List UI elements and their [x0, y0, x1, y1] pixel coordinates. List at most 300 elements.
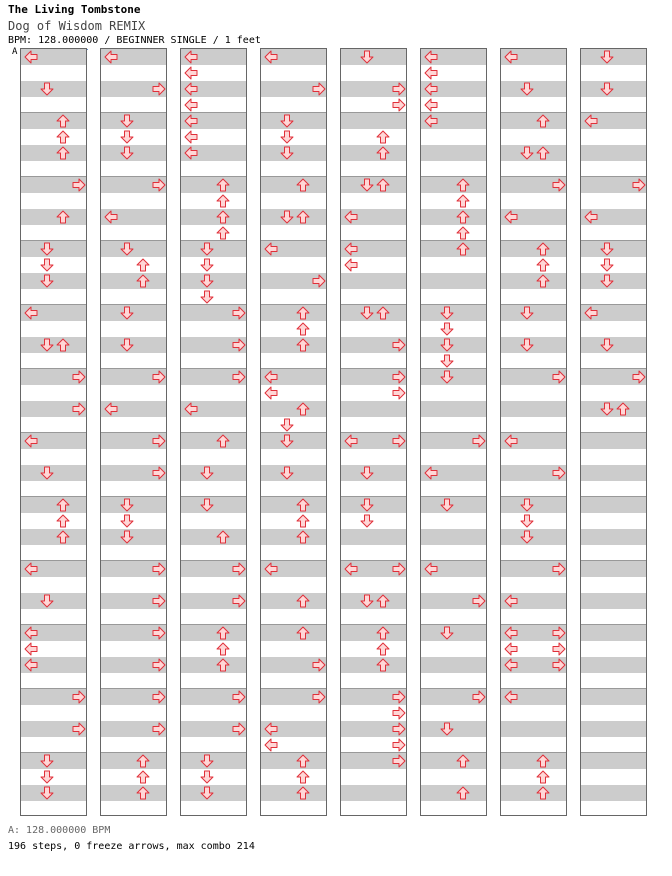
measure-line: [501, 752, 566, 753]
arrow-up-icon: [136, 258, 150, 272]
chart-column: [20, 48, 87, 816]
arrow-left-icon: [344, 434, 358, 448]
arrow-right-icon: [152, 722, 166, 736]
measure-line: [101, 240, 166, 241]
bpm-marker-label: A: [12, 47, 18, 57]
beat-band: [501, 241, 566, 257]
arrow-right-icon: [312, 274, 326, 288]
arrow-right-icon: [392, 370, 406, 384]
arrow-right-icon: [152, 82, 166, 96]
beat-band: [581, 529, 646, 545]
arrow-down-icon: [40, 770, 54, 784]
beat-band: [421, 177, 486, 193]
arrow-right-icon: [552, 658, 566, 672]
arrow-down-icon: [280, 466, 294, 480]
arrow-right-icon: [152, 434, 166, 448]
arrow-up-icon: [456, 210, 470, 224]
measure-line: [501, 496, 566, 497]
measure-line: [21, 752, 86, 753]
arrow-up-icon: [536, 786, 550, 800]
beat-band: [101, 273, 166, 289]
arrow-down-icon: [360, 514, 374, 528]
arrow-left-icon: [424, 66, 438, 80]
arrow-left-icon: [344, 562, 358, 576]
arrow-down-icon: [40, 274, 54, 288]
measure-line: [341, 304, 406, 305]
arrow-up-icon: [216, 210, 230, 224]
measure-line: [101, 560, 166, 561]
arrow-right-icon: [152, 370, 166, 384]
measure-line: [181, 368, 246, 369]
arrow-down-icon: [120, 514, 134, 528]
beat-band: [261, 785, 326, 801]
arrow-up-icon: [376, 130, 390, 144]
arrow-up-icon: [56, 514, 70, 528]
arrow-left-icon: [424, 50, 438, 64]
arrow-right-icon: [552, 562, 566, 576]
arrow-down-icon: [40, 258, 54, 272]
beat-band: [101, 753, 166, 769]
arrow-down-icon: [360, 466, 374, 480]
arrow-left-icon: [504, 434, 518, 448]
arrow-up-icon: [296, 322, 310, 336]
arrow-left-icon: [104, 210, 118, 224]
chart-column: [420, 48, 487, 816]
measure-line: [21, 560, 86, 561]
measure-line: [421, 240, 486, 241]
arrow-right-icon: [472, 434, 486, 448]
arrow-left-icon: [264, 370, 278, 384]
beat-band: [21, 209, 86, 225]
arrow-right-icon: [72, 178, 86, 192]
chart-column: [580, 48, 647, 816]
arrow-left-icon: [344, 258, 358, 272]
beat-band: [421, 529, 486, 545]
arrow-left-icon: [184, 66, 198, 80]
beat-band: [21, 497, 86, 513]
arrow-right-icon: [392, 386, 406, 400]
beat-band: [581, 593, 646, 609]
arrow-right-icon: [232, 338, 246, 352]
arrow-right-icon: [632, 370, 646, 384]
arrow-left-icon: [104, 402, 118, 416]
measure-line: [501, 560, 566, 561]
arrow-up-icon: [136, 274, 150, 288]
arrow-right-icon: [392, 754, 406, 768]
measure-line: [261, 688, 326, 689]
arrow-down-icon: [120, 306, 134, 320]
measure-line: [341, 688, 406, 689]
measure-line: [421, 176, 486, 177]
arrow-up-icon: [536, 274, 550, 288]
measure-line: [21, 688, 86, 689]
arrow-right-icon: [392, 338, 406, 352]
measure-line: [421, 368, 486, 369]
arrow-down-icon: [40, 82, 54, 96]
arrow-right-icon: [392, 562, 406, 576]
arrow-down-icon: [200, 498, 214, 512]
arrow-right-icon: [552, 642, 566, 656]
arrow-right-icon: [232, 594, 246, 608]
arrow-right-icon: [312, 658, 326, 672]
arrow-up-icon: [296, 786, 310, 800]
arrow-down-icon: [440, 306, 454, 320]
measure-line: [341, 112, 406, 113]
arrow-up-icon: [536, 242, 550, 256]
arrow-up-icon: [296, 594, 310, 608]
arrow-down-icon: [440, 626, 454, 640]
beat-band: [341, 625, 406, 641]
beat-band: [341, 785, 406, 801]
measure-line: [181, 176, 246, 177]
arrow-up-icon: [56, 210, 70, 224]
arrow-down-icon: [520, 306, 534, 320]
arrow-up-icon: [56, 114, 70, 128]
measure-line: [101, 752, 166, 753]
measure-line: [581, 240, 646, 241]
arrow-up-icon: [536, 114, 550, 128]
measure-line: [21, 624, 86, 625]
arrow-left-icon: [184, 402, 198, 416]
arrow-right-icon: [472, 690, 486, 704]
beat-band: [181, 529, 246, 545]
beat-band: [341, 145, 406, 161]
arrow-up-icon: [376, 658, 390, 672]
measure-line: [421, 560, 486, 561]
arrow-right-icon: [552, 466, 566, 480]
arrow-down-icon: [360, 594, 374, 608]
arrow-down-icon: [600, 338, 614, 352]
arrow-right-icon: [392, 738, 406, 752]
beat-band: [581, 657, 646, 673]
beat-band: [261, 177, 326, 193]
arrow-down-icon: [280, 130, 294, 144]
measure-line: [421, 624, 486, 625]
arrow-down-icon: [200, 274, 214, 288]
arrow-left-icon: [24, 306, 38, 320]
beat-band: [501, 401, 566, 417]
arrow-up-icon: [296, 498, 310, 512]
arrow-left-icon: [504, 658, 518, 672]
measure-line: [341, 368, 406, 369]
beat-band: [261, 337, 326, 353]
arrow-left-icon: [424, 82, 438, 96]
beat-band: [341, 401, 406, 417]
arrow-down-icon: [40, 754, 54, 768]
measure-line: [261, 304, 326, 305]
beat-band: [261, 305, 326, 321]
arrow-down-icon: [40, 786, 54, 800]
arrow-up-icon: [456, 754, 470, 768]
arrow-left-icon: [424, 562, 438, 576]
arrow-right-icon: [232, 722, 246, 736]
measure-line: [581, 624, 646, 625]
arrow-right-icon: [632, 178, 646, 192]
arrow-left-icon: [24, 50, 38, 64]
measure-line: [581, 112, 646, 113]
arrow-up-icon: [56, 530, 70, 544]
beat-band: [581, 689, 646, 705]
arrow-right-icon: [472, 594, 486, 608]
arrow-left-icon: [504, 50, 518, 64]
arrow-left-icon: [424, 98, 438, 112]
beat-band: [581, 497, 646, 513]
beat-band: [581, 145, 646, 161]
measure-line: [181, 240, 246, 241]
arrow-up-icon: [296, 306, 310, 320]
arrow-up-icon: [216, 194, 230, 208]
arrow-up-icon: [296, 770, 310, 784]
arrow-left-icon: [424, 466, 438, 480]
arrow-right-icon: [72, 690, 86, 704]
arrow-up-icon: [56, 130, 70, 144]
beat-band: [261, 401, 326, 417]
arrow-right-icon: [72, 402, 86, 416]
measure-line: [21, 240, 86, 241]
beat-band: [261, 529, 326, 545]
song-title: Dog of Wisdom REMIX: [8, 19, 146, 33]
arrow-down-icon: [120, 338, 134, 352]
arrow-down-icon: [440, 370, 454, 384]
measure-line: [101, 624, 166, 625]
footer-stats: 196 steps, 0 freeze arrows, max combo 214: [8, 841, 255, 852]
arrow-right-icon: [232, 370, 246, 384]
measure-line: [341, 176, 406, 177]
arrow-left-icon: [424, 114, 438, 128]
arrow-down-icon: [280, 210, 294, 224]
measure-line: [341, 240, 406, 241]
arrow-down-icon: [40, 594, 54, 608]
measure-line: [501, 176, 566, 177]
measure-line: [501, 624, 566, 625]
arrow-up-icon: [376, 146, 390, 160]
measure-line: [261, 176, 326, 177]
arrow-down-icon: [120, 498, 134, 512]
measure-line: [421, 752, 486, 753]
arrow-down-icon: [600, 82, 614, 96]
beat-band: [581, 785, 646, 801]
arrow-down-icon: [280, 114, 294, 128]
measure-line: [341, 560, 406, 561]
footer-bpm: A: 128.000000 BPM: [8, 825, 111, 836]
arrow-up-icon: [616, 402, 630, 416]
measure-line: [341, 752, 406, 753]
arrow-left-icon: [264, 738, 278, 752]
measure-line: [421, 304, 486, 305]
beat-band: [341, 529, 406, 545]
arrow-up-icon: [296, 402, 310, 416]
arrow-down-icon: [440, 322, 454, 336]
arrow-left-icon: [584, 114, 598, 128]
beat-band: [261, 625, 326, 641]
arrow-up-icon: [376, 594, 390, 608]
beat-band: [421, 273, 486, 289]
measure-line: [181, 112, 246, 113]
measure-line: [21, 112, 86, 113]
arrow-down-icon: [120, 130, 134, 144]
arrow-up-icon: [536, 770, 550, 784]
arrow-left-icon: [264, 562, 278, 576]
beat-band: [181, 177, 246, 193]
arrow-right-icon: [392, 98, 406, 112]
measure-line: [421, 112, 486, 113]
arrow-left-icon: [24, 434, 38, 448]
arrow-up-icon: [216, 434, 230, 448]
arrow-down-icon: [200, 466, 214, 480]
arrow-up-icon: [56, 146, 70, 160]
beat-band: [581, 465, 646, 481]
arrow-right-icon: [152, 690, 166, 704]
arrow-up-icon: [376, 178, 390, 192]
measure-line: [101, 432, 166, 433]
arrow-down-icon: [440, 354, 454, 368]
beat-band: [101, 785, 166, 801]
arrow-up-icon: [296, 530, 310, 544]
beat-band: [341, 273, 406, 289]
arrow-up-icon: [376, 642, 390, 656]
arrow-left-icon: [264, 50, 278, 64]
arrow-right-icon: [552, 626, 566, 640]
arrow-right-icon: [552, 178, 566, 192]
arrow-up-icon: [456, 194, 470, 208]
measure-line: [101, 176, 166, 177]
measure-line: [261, 496, 326, 497]
measure-line: [341, 496, 406, 497]
measure-line: [581, 560, 646, 561]
beat-band: [421, 753, 486, 769]
beat-band: [181, 209, 246, 225]
arrow-up-icon: [216, 642, 230, 656]
arrow-right-icon: [392, 722, 406, 736]
measure-line: [341, 432, 406, 433]
measure-line: [341, 624, 406, 625]
arrow-up-icon: [536, 146, 550, 160]
beat-band: [261, 593, 326, 609]
arrow-up-icon: [456, 178, 470, 192]
arrow-down-icon: [520, 338, 534, 352]
measure-line: [181, 624, 246, 625]
beat-band: [421, 145, 486, 161]
arrow-left-icon: [184, 146, 198, 160]
arrow-right-icon: [552, 370, 566, 384]
measure-line: [181, 304, 246, 305]
song-artist: The Living Tombstone: [8, 3, 141, 16]
arrow-right-icon: [72, 370, 86, 384]
arrow-down-icon: [280, 146, 294, 160]
arrow-right-icon: [152, 626, 166, 640]
arrow-right-icon: [312, 82, 326, 96]
arrow-left-icon: [504, 690, 518, 704]
chart-column: [500, 48, 567, 816]
measure-line: [261, 752, 326, 753]
arrow-down-icon: [360, 50, 374, 64]
measure-line: [181, 432, 246, 433]
arrow-down-icon: [200, 786, 214, 800]
chart-column: [340, 48, 407, 816]
beat-band: [501, 753, 566, 769]
arrow-right-icon: [232, 306, 246, 320]
chart-column: [100, 48, 167, 816]
arrow-down-icon: [120, 146, 134, 160]
chart-column: [260, 48, 327, 816]
measure-line: [101, 112, 166, 113]
beat-band: [21, 145, 86, 161]
arrow-up-icon: [296, 338, 310, 352]
beat-band: [421, 241, 486, 257]
arrow-down-icon: [520, 530, 534, 544]
arrow-down-icon: [360, 498, 374, 512]
arrow-right-icon: [152, 178, 166, 192]
arrow-up-icon: [296, 210, 310, 224]
beat-band: [501, 721, 566, 737]
arrow-down-icon: [600, 258, 614, 272]
measure-line: [581, 496, 646, 497]
arrow-down-icon: [360, 178, 374, 192]
measure-line: [21, 368, 86, 369]
arrow-down-icon: [40, 338, 54, 352]
measure-line: [581, 368, 646, 369]
arrow-down-icon: [520, 82, 534, 96]
measure-line: [581, 752, 646, 753]
arrow-down-icon: [40, 466, 54, 480]
beat-band: [181, 433, 246, 449]
arrow-left-icon: [184, 98, 198, 112]
measure-line: [261, 240, 326, 241]
arrow-left-icon: [24, 562, 38, 576]
chart-info: BPM: 128.000000 / BEGINNER SINGLE / 1 feet: [8, 35, 261, 46]
measure-line: [261, 112, 326, 113]
beat-band: [261, 753, 326, 769]
arrow-up-icon: [216, 530, 230, 544]
arrow-down-icon: [600, 242, 614, 256]
measure-line: [421, 496, 486, 497]
arrow-right-icon: [392, 434, 406, 448]
arrow-right-icon: [312, 690, 326, 704]
arrow-down-icon: [440, 498, 454, 512]
measure-line: [581, 688, 646, 689]
measure-line: [501, 304, 566, 305]
measure-line: [501, 432, 566, 433]
measure-line: [581, 176, 646, 177]
arrow-up-icon: [296, 514, 310, 528]
arrow-right-icon: [232, 690, 246, 704]
arrow-down-icon: [120, 114, 134, 128]
measure-line: [101, 368, 166, 369]
beat-band: [581, 561, 646, 577]
arrow-up-icon: [456, 786, 470, 800]
arrow-down-icon: [200, 290, 214, 304]
arrow-down-icon: [200, 770, 214, 784]
beat-band: [421, 657, 486, 673]
arrow-right-icon: [232, 562, 246, 576]
arrow-left-icon: [24, 626, 38, 640]
arrow-up-icon: [536, 754, 550, 768]
measure-line: [101, 496, 166, 497]
beat-band: [341, 113, 406, 129]
arrow-down-icon: [440, 722, 454, 736]
arrow-left-icon: [344, 242, 358, 256]
measure-line: [21, 432, 86, 433]
measure-line: [181, 496, 246, 497]
measure-line: [421, 688, 486, 689]
beat-band: [341, 657, 406, 673]
beat-band: [21, 113, 86, 129]
measure-line: [21, 176, 86, 177]
measure-line: [181, 752, 246, 753]
arrow-left-icon: [24, 642, 38, 656]
beat-band: [21, 529, 86, 545]
arrow-right-icon: [392, 706, 406, 720]
